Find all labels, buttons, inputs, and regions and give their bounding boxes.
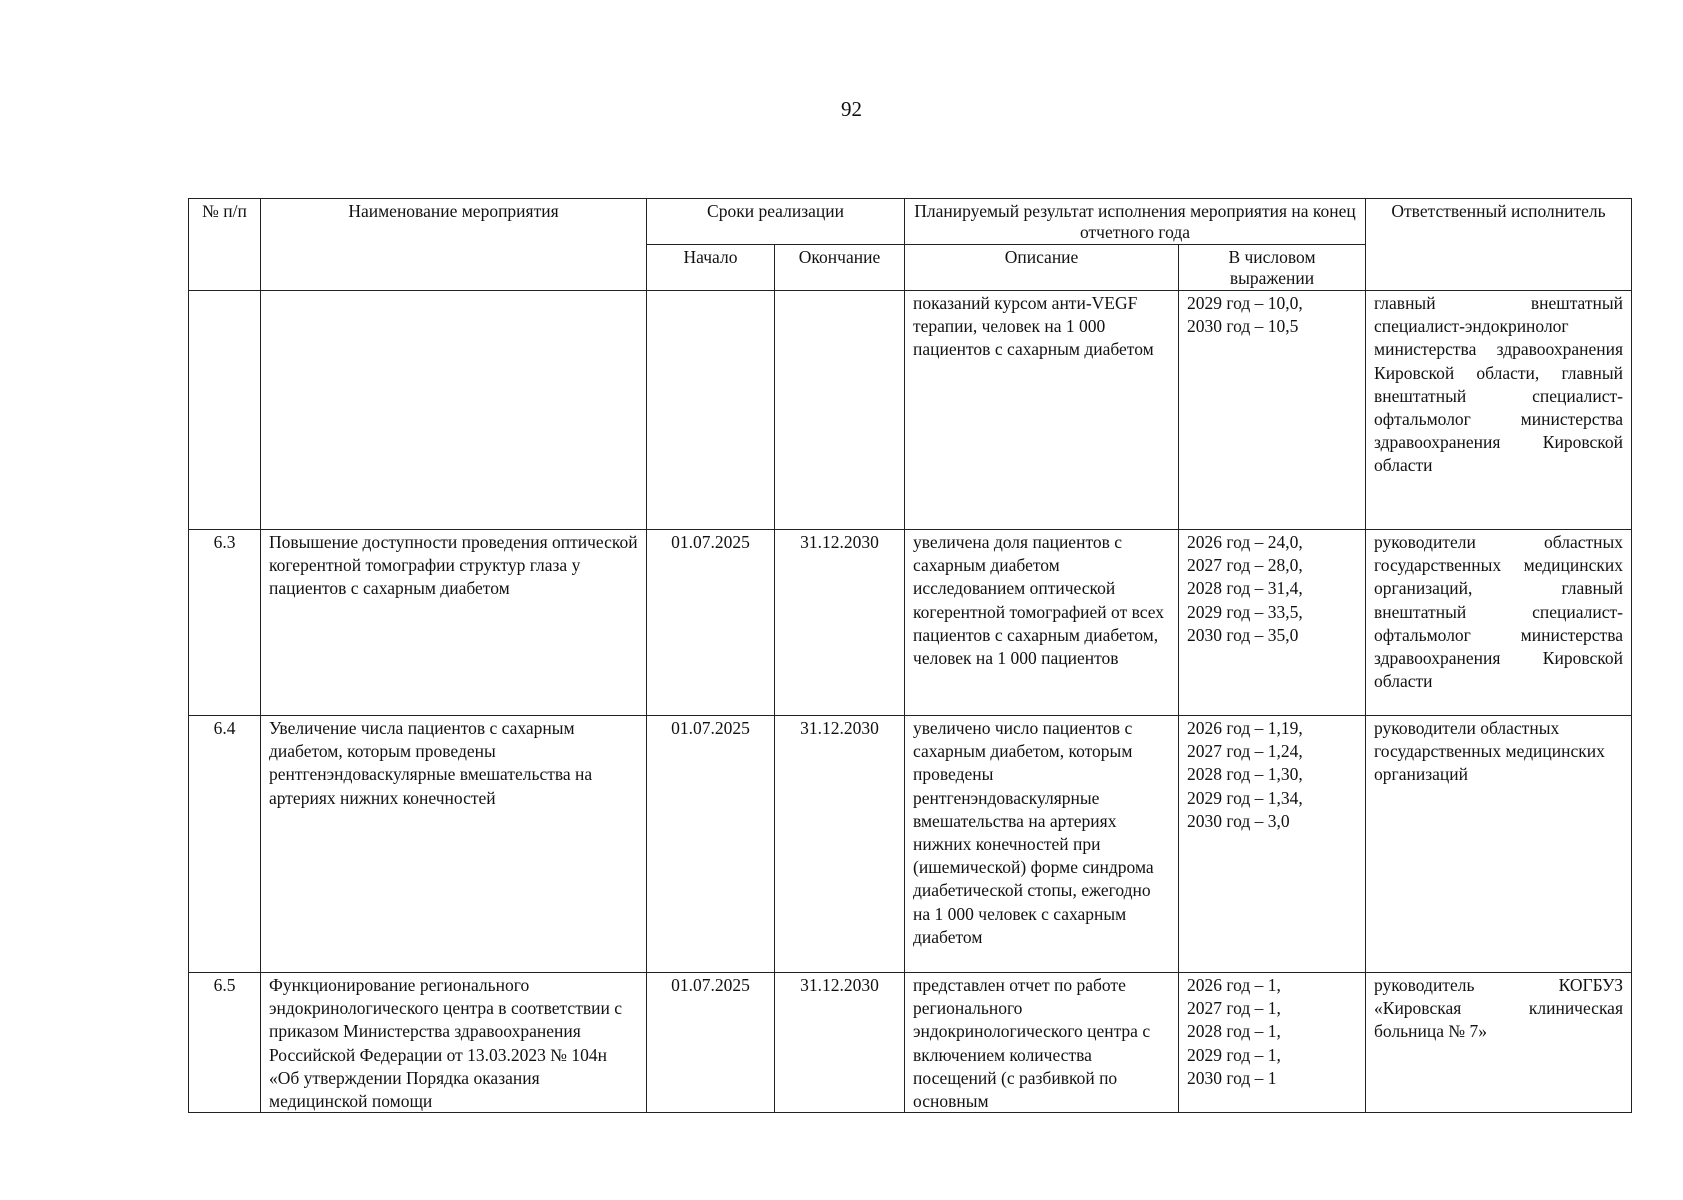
header-responsible: Ответственный исполнитель [1366, 199, 1632, 291]
header-row-top [189, 199, 1632, 245]
row-responsible: руководители областных государственных медицинских организаций [1366, 716, 1632, 973]
row-name: Повышение доступности проведения оптической когерентной томографии структур глаза у пациентов с сахарным диабетом [261, 530, 647, 716]
row-responsible: руководители областных государственных медицинских организаций, главный внештатный специалист-офтальмолог министерства здравоохранения Кировской области [1366, 530, 1632, 716]
table-row [189, 530, 1632, 716]
header-period: Сроки реализации [647, 199, 905, 245]
row-description: увеличена доля пациентов с сахарным диабетом исследованием оптической когерентной томографией от всех пациентов с сахарным диабетом, человек на 1 000 пациентов [905, 530, 1179, 716]
row-start: 01.07.2025 [647, 530, 775, 716]
row-end: 31.12.2030 [775, 716, 905, 973]
row-name [261, 291, 647, 530]
row-start [647, 291, 775, 530]
row-num: 6.5 [189, 973, 261, 1113]
row-responsible: главный внештатный специалист-эндокринолог министерства здравоохранения Кировской области, главный внештатный специалист-офтальмолог министерства здравоохранения Кировской области [1366, 291, 1632, 530]
row-num: 6.4 [189, 716, 261, 973]
table-row [189, 716, 1632, 973]
row-start: 01.07.2025 [647, 973, 775, 1113]
header-end: Окончание [775, 245, 905, 291]
header-numeric: В числовом выражении [1179, 245, 1366, 291]
header-description: Описание [905, 245, 1179, 291]
row-numeric: 2026 год – 1,19, 2027 год – 1,24, 2028 год – 1,30, 2029 год – 1,34, 2030 год – 3,0 [1179, 716, 1366, 973]
header-num: № п/п [189, 199, 261, 291]
row-description: показаний курсом анти-VEGF терапии, человек на 1 000 пациентов с сахарным диабетом [905, 291, 1179, 530]
row-numeric: 2026 год – 24,0, 2027 год – 28,0, 2028 год – 31,4, 2029 год – 33,5, 2030 год – 35,0 [1179, 530, 1366, 716]
row-name-cell [261, 973, 647, 1113]
row-num: 6.3 [189, 530, 261, 716]
row-end: 31.12.2030 [775, 530, 905, 716]
row-description: представлен отчет по работе регионального эндокринологического центра с включением количества посещений (с разбивкой по основным [913, 975, 1151, 1111]
row-numeric: 2029 год – 10,0, 2030 год – 10,5 [1179, 291, 1366, 530]
header-start: Начало [647, 245, 775, 291]
row-description: увеличено число пациентов с сахарным диабетом, которым проведены рентгенэндоваскулярные вмешательства на артериях нижних конечностей при (ишемической) форме синдрома диабетической стопы, ежегодно на 1 000 человек с сахарным диабетом [905, 716, 1179, 973]
row-end [775, 291, 905, 530]
row-name: Увеличение числа пациентов с сахарным диабетом, которым проведены рентгенэндоваскулярные вмешательства на артериях нижних конечностей [261, 716, 647, 973]
table-row [189, 291, 1632, 530]
action-plan-table [188, 198, 1632, 1113]
page-number: 92 [841, 97, 862, 121]
header-name: Наименование мероприятия [261, 199, 647, 291]
row-end: 31.12.2030 [775, 973, 905, 1113]
row-numeric: 2026 год – 1, 2027 год – 1, 2028 год – 1, 2029 год – 1, 2030 год – 1 [1179, 973, 1366, 1113]
row-start: 01.07.2025 [647, 716, 775, 973]
table-row [189, 973, 1632, 1113]
row-responsible: руководитель КОГБУЗ «Кировская клиническая больница № 7» [1366, 973, 1632, 1113]
row-description-cell [905, 973, 1179, 1113]
row-name: Функционирование регионального эндокринологического центра в соответствии с приказом Министерства здравоохранения Российской Федерации от 13.03.2023 № 104н «Об утверждении Порядка оказания медицинской помощи [269, 975, 622, 1111]
row-num [189, 291, 261, 530]
header-result: Планируемый результат исполнения мероприятия на конец отчетного года [905, 199, 1366, 245]
